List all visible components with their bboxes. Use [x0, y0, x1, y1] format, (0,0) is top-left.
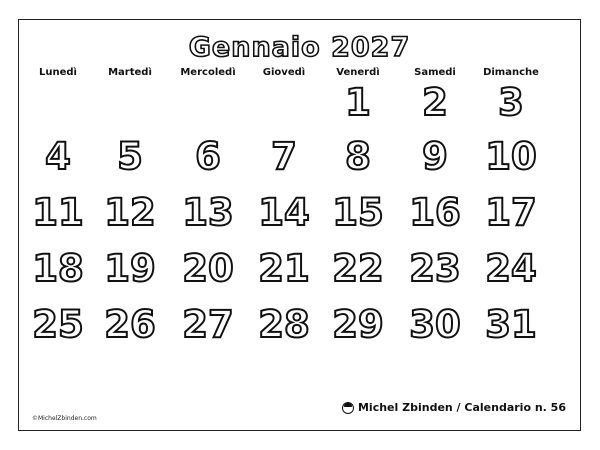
weekday-label: Dimanche [483, 67, 539, 78]
day-26: 26 [104, 303, 156, 346]
weekday-label: Mercoledì [180, 67, 236, 78]
day-11: 11 [32, 191, 84, 234]
day-29: 29 [332, 303, 384, 346]
day-20: 20 [182, 247, 234, 290]
day-24: 24 [485, 247, 537, 290]
weekday-label: Venerdì [336, 67, 380, 78]
day-27: 27 [182, 303, 234, 346]
day-19: 19 [104, 247, 156, 290]
day-21: 21 [258, 247, 310, 290]
day-22: 22 [332, 247, 384, 290]
calendar-sheet [18, 19, 581, 431]
day-2: 2 [422, 81, 448, 124]
day-25: 25 [32, 303, 84, 346]
day-23: 23 [409, 247, 461, 290]
day-9: 9 [422, 135, 448, 178]
day-14: 14 [258, 191, 310, 234]
day-17: 17 [485, 191, 537, 234]
day-8: 8 [345, 135, 371, 178]
weekday-label: Martedì [108, 67, 152, 78]
weekday-label: Samedi [414, 67, 456, 78]
day-grid [19, 20, 580, 430]
day-5: 5 [117, 135, 143, 178]
day-15: 15 [332, 191, 384, 234]
day-13: 13 [182, 191, 234, 234]
credit-text: Michel Zbinden / Calendario n. 56 [357, 401, 566, 414]
day-6: 6 [195, 135, 221, 178]
day-31: 31 [485, 303, 537, 346]
day-7: 7 [271, 135, 297, 178]
day-16: 16 [409, 191, 461, 234]
day-4: 4 [45, 135, 71, 178]
face-icon [342, 402, 354, 414]
website-text: ©MichelZbinden.com [32, 415, 97, 422]
day-30: 30 [409, 303, 461, 346]
calendar-title: Gennaio 2027 [188, 32, 411, 63]
day-12: 12 [104, 191, 156, 234]
credit-line [342, 401, 566, 414]
weekday-label: Giovedì [262, 67, 306, 78]
day-10: 10 [485, 135, 537, 178]
day-28: 28 [258, 303, 310, 346]
weekday-label: Lunedì [39, 67, 77, 78]
day-3: 3 [498, 81, 524, 124]
day-18: 18 [32, 247, 84, 290]
day-1: 1 [345, 81, 371, 124]
